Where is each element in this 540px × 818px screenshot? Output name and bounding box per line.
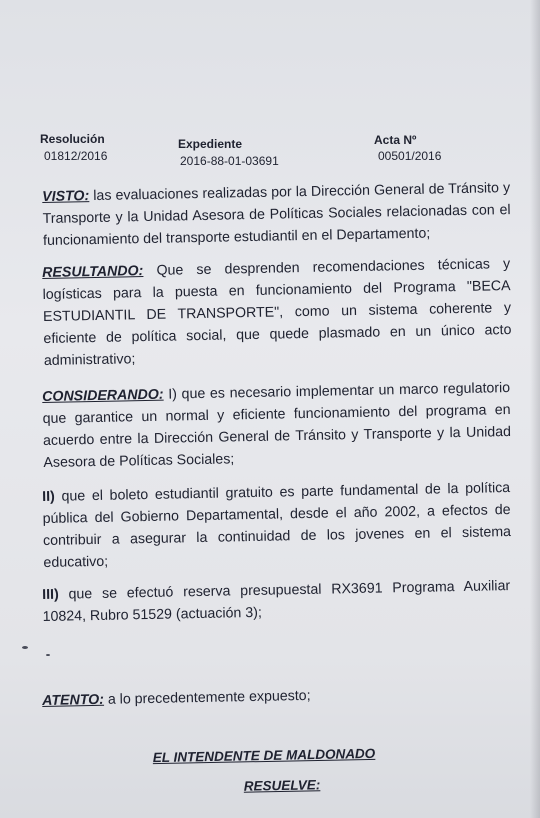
- resuelve-heading: RESUELVE:: [243, 777, 321, 794]
- ink-speck: [22, 646, 28, 649]
- atento-text: a lo precedentemente expuesto;: [103, 687, 311, 708]
- item-iii-number: III): [42, 586, 59, 603]
- expediente-value: 2016-88-01-03691: [180, 154, 279, 168]
- considerando-paragraph: [42, 377, 512, 474]
- item-iii-paragraph: [42, 575, 511, 628]
- expediente-label: Expediente: [178, 137, 243, 151]
- item-iii-text: que se efectuó reserva presupuestal RX3691 Programa Auxiliar 10824, Rubro 51529 (actuación 3);: [42, 578, 511, 625]
- visto-keyword: VISTO:: [42, 188, 90, 205]
- ink-speck: [46, 654, 50, 656]
- resultando-keyword: RESULTANDO:: [42, 263, 144, 281]
- page-edge-shadow: [530, 0, 540, 818]
- resultando-text: Que se desprenden recomendaciones técnicas y logísticas para la puesta en funcionamiento del Programa "BECA ESTUDIANTIL DE TRANSPORTE", como un sistema coherente y eficiente de política social, que quede plasmado en un único acto administrativo;: [42, 256, 512, 369]
- item-ii-text: que el boleto estudiantil gratuito es parte fundamental de la política pública del Gobierno Departamental, desde el año 2002, a efectos de contribuir a asegurar la continuidad de los jovenes en el sistema educativo;: [42, 480, 512, 571]
- resolucion-label: Resolución: [40, 132, 105, 146]
- atento-keyword: ATENTO:: [42, 691, 105, 709]
- considerando-keyword: CONSIDERANDO:: [42, 386, 164, 405]
- visto-paragraph: [42, 177, 511, 252]
- considerando-text: I) que es necesario implementar un marco regulatorio que garantice un normal y eficiente funcionamiento del programa en acuerdo entre la Dirección General de Tránsito y Transporte y la Unidad Asesora de Políticas Sociales;: [42, 380, 512, 471]
- atento-paragraph: [42, 681, 510, 712]
- acta-value: 00501/2016: [378, 149, 442, 163]
- acta-label: Acta Nº: [374, 133, 417, 147]
- item-ii-number: II): [42, 488, 55, 505]
- resolucion-value: 01812/2016: [44, 149, 108, 163]
- intendente-heading: EL INTENDENTE DE MALDONADO: [152, 745, 376, 766]
- item-ii-paragraph: [42, 477, 512, 574]
- resultando-paragraph: [42, 253, 512, 372]
- visto-text: las evaluaciones realizadas por la Dirección General de Tránsito y Transporte y la Unidad Asesora de Políticas Sociales relacionadas con el funcionamiento del transporte estudiantil en el Departamento;: [42, 180, 511, 249]
